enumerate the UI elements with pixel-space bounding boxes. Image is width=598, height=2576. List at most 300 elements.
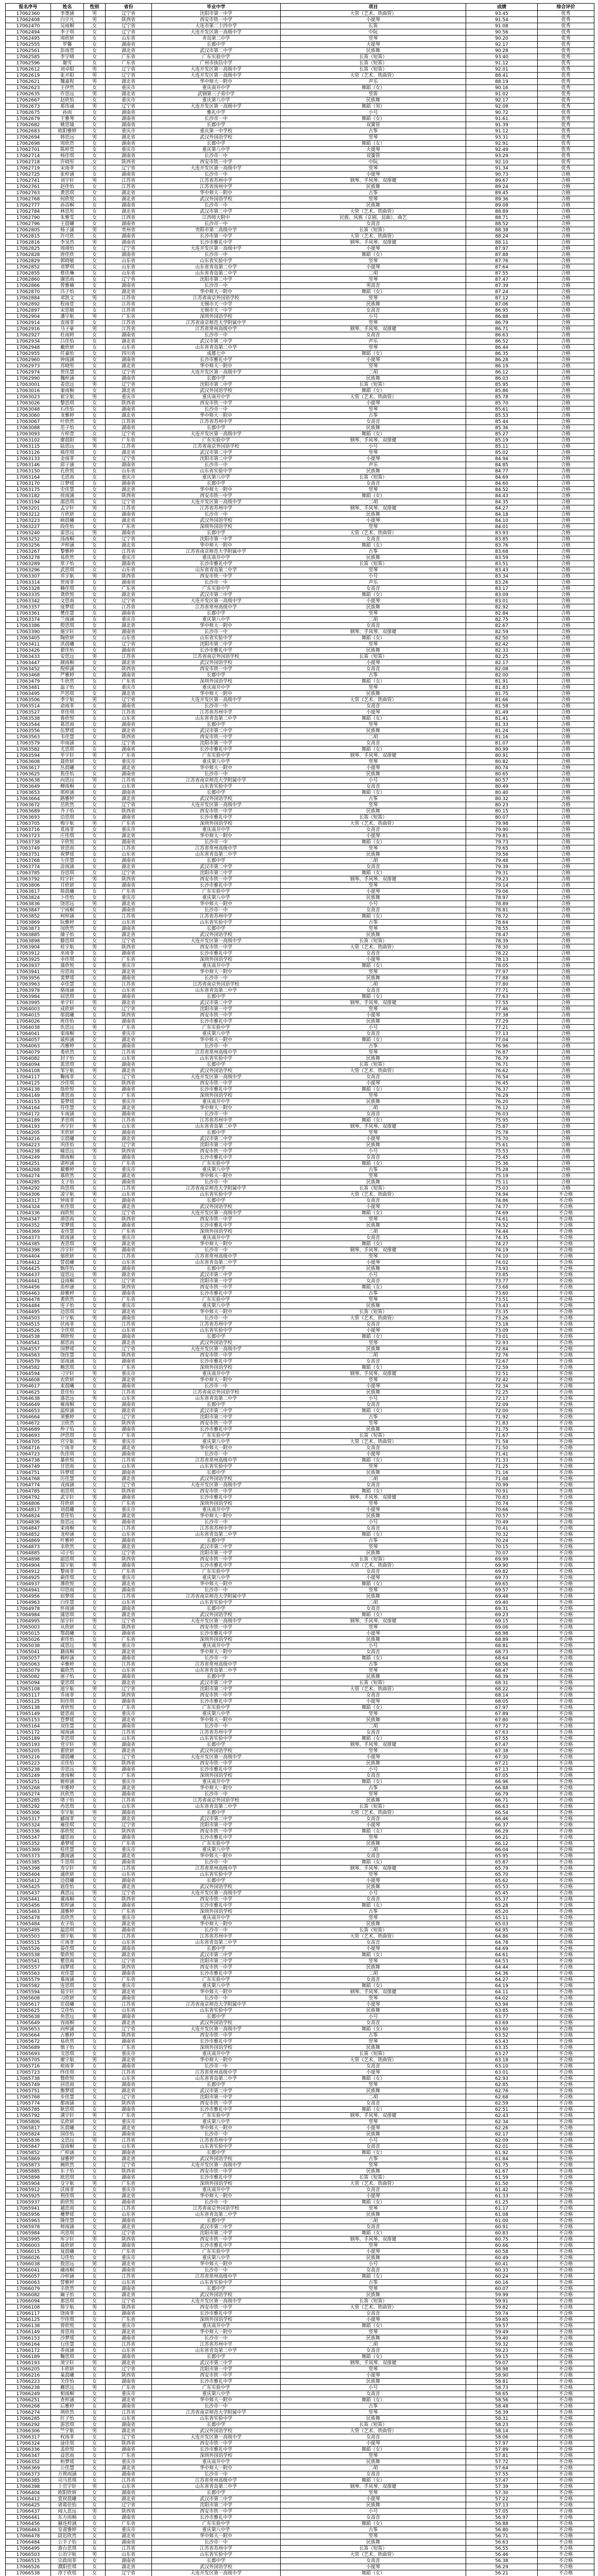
cell-evaluation: 合格 xyxy=(538,821,594,827)
cell-score: 65.11 xyxy=(466,1915,538,1921)
table-row xyxy=(6,1130,594,1136)
cell-evaluation: 合格 xyxy=(538,592,594,598)
cell-province: 江苏省 xyxy=(106,709,152,716)
table-row xyxy=(6,1173,594,1179)
cell-province: 湖南省 xyxy=(106,771,152,777)
cell-province: 重庆市 xyxy=(106,895,152,901)
cell-name: 盖欣悦 xyxy=(51,2447,84,2453)
cell-project: 舞蹈（女） xyxy=(281,963,466,969)
cell-project: 小号 xyxy=(281,1890,466,1896)
cell-score: 92.49 xyxy=(466,147,538,153)
cell-province: 湖北省 xyxy=(106,1309,152,1315)
cell-province: 湖南省 xyxy=(106,1723,152,1730)
cell-id: 17062777 xyxy=(6,202,51,209)
cell-evaluation: 不合格 xyxy=(538,1414,594,1420)
cell-province: 湖南省 xyxy=(106,2199,152,2206)
cell-project: 民族舞 xyxy=(281,1841,466,1847)
cell-province: 湖南省 xyxy=(106,2063,152,2070)
cell-province: 重庆市 xyxy=(106,963,152,969)
cell-project: 女高音 xyxy=(281,1445,466,1451)
cell-gender: 男 xyxy=(84,2484,106,2490)
cell-gender: 女 xyxy=(84,202,106,209)
cell-name: 沙佳琪 xyxy=(51,1080,84,1087)
cell-school: 江苏省南京外国语学校 xyxy=(152,654,281,660)
table-row xyxy=(6,1971,594,1977)
cell-province: 陕西省 xyxy=(106,159,152,165)
cell-gender: 女 xyxy=(84,1087,106,1093)
cell-evaluation: 优秀 xyxy=(538,42,594,48)
cell-province: 湖南省 xyxy=(106,2082,152,2088)
cell-school: 武汉外国语学校 xyxy=(152,388,281,394)
cell-gender: 女 xyxy=(84,1507,106,1513)
cell-id: 17065824 xyxy=(6,2131,51,2138)
cell-province: 湖南省 xyxy=(106,858,152,864)
cell-province: 陕西省 xyxy=(106,1692,152,1699)
cell-evaluation: 不合格 xyxy=(538,2428,594,2434)
cell-id: 17065398 xyxy=(6,1866,51,1872)
cell-evaluation: 不合格 xyxy=(538,1649,594,1655)
cell-id: 17065463 xyxy=(6,1909,51,1915)
cell-score: 81.24 xyxy=(466,728,538,734)
cell-name: 公佳慧 xyxy=(51,2465,84,2471)
cell-evaluation: 不合格 xyxy=(538,2113,594,2119)
table-row xyxy=(6,1526,594,1532)
cell-id: 17066216 xyxy=(6,2372,51,2379)
cell-name: 赫连梓涵 xyxy=(51,2521,84,2527)
cell-name: 都雨涵 xyxy=(51,2100,84,2107)
cell-school: 山东省青岛第二中学 xyxy=(152,1260,281,1266)
cell-project: 舞蹈（女） xyxy=(281,1241,466,1247)
cell-project: 小提琴 xyxy=(281,1204,466,1210)
cell-province: 辽宁省 xyxy=(106,1550,152,1556)
cell-score: 64.53 xyxy=(466,1958,538,1964)
cell-id: 17066189 xyxy=(6,2354,51,2360)
table-row xyxy=(6,2527,594,2533)
cell-id: 17062866 xyxy=(6,283,51,289)
cell-province: 江苏省 xyxy=(106,2206,152,2212)
cell-gender: 女 xyxy=(84,1748,106,1754)
cell-province: 山东省 xyxy=(106,1532,152,1538)
cell-province: 广东省 xyxy=(106,753,152,759)
cell-score: 79.39 xyxy=(466,864,538,870)
cell-name: 茅思琪 xyxy=(51,1117,84,1124)
cell-province: 湖北省 xyxy=(106,48,152,54)
cell-school: 广东实验中学 xyxy=(152,2385,281,2391)
cell-evaluation: 合格 xyxy=(538,326,594,332)
cell-project: 竖琴 xyxy=(281,196,466,202)
cell-evaluation: 不合格 xyxy=(538,1563,594,1569)
table-row xyxy=(6,2304,594,2311)
table-row xyxy=(6,23,594,29)
cell-school: 华中师大一附中 xyxy=(152,623,281,629)
cell-school: 山东省实验中学 xyxy=(152,2280,281,2286)
cell-gender: 男 xyxy=(84,629,106,635)
table-row xyxy=(6,1977,594,1983)
cell-id: 17064425 xyxy=(6,1266,51,1272)
cell-score: 86.52 xyxy=(466,338,538,345)
cell-id: 17063751 xyxy=(6,852,51,858)
cell-score: 90.73 xyxy=(466,172,538,178)
cell-school: 江苏省苏州中学 xyxy=(152,1321,281,1328)
cell-score: 69.06 xyxy=(466,1624,538,1631)
cell-gender: 女 xyxy=(84,951,106,957)
cell-id: 17064172 xyxy=(6,1111,51,1117)
cell-score: 93.45 xyxy=(466,11,538,17)
cell-province: 湖南省 xyxy=(106,2039,152,2045)
cell-province: 陕西省 xyxy=(106,2100,152,2107)
table-row xyxy=(6,1878,594,1884)
table-row xyxy=(6,1068,594,1074)
cell-id: 17066038 xyxy=(6,2261,51,2267)
cell-project: 长笛（短笛） xyxy=(281,2175,466,2181)
cell-province: 江苏省 xyxy=(106,2342,152,2348)
cell-score: 74.86 xyxy=(466,1198,538,1204)
cell-evaluation: 合格 xyxy=(538,462,594,468)
cell-score: 73.26 xyxy=(466,1315,538,1321)
cell-gender: 女 xyxy=(84,493,106,499)
cell-score: 89.45 xyxy=(466,190,538,196)
cell-evaluation: 合格 xyxy=(538,351,594,357)
cell-name: 曾欣悦 xyxy=(51,2323,84,2329)
cell-name: 唐佳欣 xyxy=(51,252,84,258)
cell-school: 重庆第八中学 xyxy=(152,2391,281,2397)
cell-name: 党宇轩 xyxy=(51,1742,84,1748)
cell-province: 辽宁省 xyxy=(106,870,152,876)
cell-province: 湖南省 xyxy=(106,1155,152,1161)
cell-school: 江苏省常州高级中学 xyxy=(152,1458,281,1464)
cell-gender: 女 xyxy=(84,419,106,425)
cell-province: 湖南省 xyxy=(106,883,152,889)
table-row xyxy=(6,2094,594,2100)
cell-gender: 女 xyxy=(84,1550,106,1556)
table-row xyxy=(6,1291,594,1297)
cell-school: 长郡中学 xyxy=(152,2082,281,2088)
cell-name: 祝梦瑶 xyxy=(51,852,84,858)
cell-project: 长笛（短笛） xyxy=(281,1433,466,1439)
cell-school: 西安市铁一中学 xyxy=(152,2236,281,2243)
cell-school: 沈阳市第二中学 xyxy=(152,1686,281,1692)
cell-project: 民族舞 xyxy=(281,184,466,190)
cell-province: 湖南省 xyxy=(106,1179,152,1185)
cell-name: 阴佳琪 xyxy=(51,1699,84,1705)
cell-gender: 女 xyxy=(84,883,106,889)
table-row xyxy=(6,672,594,679)
cell-project: 古筝 xyxy=(281,2527,466,2533)
cell-gender: 女 xyxy=(84,1964,106,1971)
cell-project: 钢琴、手风琴、双排键 xyxy=(281,505,466,512)
cell-evaluation: 合格 xyxy=(538,944,594,951)
cell-school: 长郡中学 xyxy=(152,122,281,128)
cell-name: 骆雨涵 xyxy=(51,988,84,994)
cell-province: 辽宁省 xyxy=(106,1074,152,1080)
cell-id: 17064149 xyxy=(6,1093,51,1099)
table-row xyxy=(6,1451,594,1458)
cell-project: 古筝 xyxy=(281,2403,466,2410)
cell-evaluation: 不合格 xyxy=(538,1519,594,1526)
cell-school: 华中师大一附中 xyxy=(152,2397,281,2403)
table-row xyxy=(6,1587,594,1594)
table-row xyxy=(6,1643,594,1649)
cell-province: 湖南省 xyxy=(106,2558,152,2564)
table-row xyxy=(6,60,594,66)
cell-province: 辽宁省 xyxy=(106,382,152,388)
cell-school: 深圳外国语学校 xyxy=(152,957,281,963)
cell-name: 夏侯晨曦 xyxy=(51,2496,84,2502)
cell-evaluation: 合格 xyxy=(538,530,594,536)
table-row xyxy=(6,2552,594,2558)
cell-evaluation: 不合格 xyxy=(538,1247,594,1253)
cell-score: 83.17 xyxy=(466,586,538,592)
cell-project: 竖琴 xyxy=(281,2039,466,2045)
cell-name: 沿思琪 xyxy=(51,815,84,821)
cell-name: 阙欣然 xyxy=(51,2162,84,2168)
cell-id: 17064716 xyxy=(6,1445,51,1451)
cell-id: 17064164 xyxy=(6,1105,51,1111)
cell-evaluation: 不合格 xyxy=(538,2292,594,2298)
cell-id: 17064385 xyxy=(6,1241,51,1247)
cell-gender: 男 xyxy=(84,1439,106,1445)
cell-gender: 男 xyxy=(84,73,106,79)
cell-score: 64.02 xyxy=(466,1995,538,2002)
cell-id: 17064015 xyxy=(6,1012,51,1019)
table-row xyxy=(6,1216,594,1223)
cell-school: 长郡中学 xyxy=(152,1878,281,1884)
cell-school: 长沙市雅礼中学 xyxy=(152,1155,281,1161)
cell-score: 91.54 xyxy=(466,17,538,23)
cell-project: 竖琴 xyxy=(281,611,466,617)
cell-score: 57.47 xyxy=(466,2478,538,2484)
cell-evaluation: 合格 xyxy=(538,444,594,450)
cell-gender: 女 xyxy=(84,42,106,48)
cell-province: 湖南省 xyxy=(106,747,152,753)
cell-school: 江苏省南京师范大学附属中学 xyxy=(152,549,281,555)
cell-province: 湖北省 xyxy=(106,1272,152,1278)
cell-project: 民族舞 xyxy=(281,1142,466,1148)
cell-evaluation: 合格 xyxy=(538,1173,594,1179)
table-row xyxy=(6,2416,594,2422)
cell-name: 饶佳慧 xyxy=(51,1352,84,1359)
cell-project: 女高音 xyxy=(281,2100,466,2107)
cell-gender: 女 xyxy=(84,1872,106,1878)
cell-school: 华中师大一附中 xyxy=(152,1581,281,1587)
cell-gender: 女 xyxy=(84,1470,106,1476)
table-row xyxy=(6,1037,594,1043)
cell-id: 17065912 xyxy=(6,2187,51,2193)
cell-score: 65.95 xyxy=(466,1853,538,1859)
cell-id: 17064817 xyxy=(6,1507,51,1513)
header-gender: 性别 xyxy=(84,4,106,11)
cell-school: 无锡市天一中学 xyxy=(152,301,281,308)
table-row xyxy=(6,623,594,629)
cell-id: 17065057 xyxy=(6,1655,51,1662)
cell-score: 87.88 xyxy=(466,252,538,258)
cell-evaluation: 不合格 xyxy=(538,2366,594,2372)
cell-province: 重庆市 xyxy=(106,1099,152,1105)
cell-project: 竖琴 xyxy=(281,345,466,351)
cell-score: 76.87 xyxy=(466,1049,538,1056)
cell-gender: 男 xyxy=(84,1025,106,1031)
table-row xyxy=(6,2280,594,2286)
table-row xyxy=(6,1111,594,1117)
cell-project: 女高音 xyxy=(281,2144,466,2150)
cell-province: 湖南省 xyxy=(106,2107,152,2113)
cell-name: 计宇航 xyxy=(51,1315,84,1321)
cell-evaluation: 不合格 xyxy=(538,1674,594,1680)
cell-id: 17066153 xyxy=(6,2335,51,2342)
cell-evaluation: 不合格 xyxy=(538,2317,594,2323)
cell-province: 陕西省 xyxy=(106,666,152,672)
cell-id: 17065904 xyxy=(6,2181,51,2187)
cell-score: 57.97 xyxy=(466,2441,538,2447)
cell-name: 李昊然 xyxy=(51,240,84,246)
cell-name: 陈梓萱 xyxy=(51,147,84,153)
cell-school: 长沙市一中 xyxy=(152,839,281,845)
cell-evaluation: 不合格 xyxy=(538,2385,594,2391)
cell-school: 长沙市一中 xyxy=(152,1519,281,1526)
cell-id: 17064898 xyxy=(6,1556,51,1563)
cell-project: 小提琴 xyxy=(281,1754,466,1760)
cell-name: 巫雨菲 xyxy=(51,951,84,957)
table-row xyxy=(6,1952,594,1958)
cell-id: 17063617 xyxy=(6,765,51,771)
cell-name: 相雨桐 xyxy=(51,2391,84,2397)
cell-province: 湖北省 xyxy=(106,1136,152,1142)
cell-project: 古筝 xyxy=(281,1167,466,1173)
cell-gender: 女 xyxy=(84,2280,106,2286)
cell-name: 赖梓涵 xyxy=(51,1655,84,1662)
cell-score: 61.00 xyxy=(466,2218,538,2224)
cell-score: 69.57 xyxy=(466,1587,538,1594)
cell-project: 二胡 xyxy=(281,2094,466,2100)
cell-gender: 女 xyxy=(84,2348,106,2354)
cell-province: 湖南省 xyxy=(106,2447,152,2453)
cell-province: 广东省 xyxy=(106,586,152,592)
cell-project: 小提琴 xyxy=(281,2193,466,2199)
cell-project: 舞蹈（女） xyxy=(281,289,466,295)
cell-evaluation: 合格 xyxy=(538,524,594,530)
cell-project: 舞蹈（女） xyxy=(281,431,466,437)
cell-score: 58.90 xyxy=(466,2372,538,2379)
table-row xyxy=(6,29,594,36)
cell-school: 华中师大一附中 xyxy=(152,1717,281,1723)
cell-id: 17065306 xyxy=(6,1810,51,1816)
table-row xyxy=(6,493,594,499)
cell-province: 陕西省 xyxy=(106,1080,152,1087)
cell-gender: 男 xyxy=(84,2236,106,2243)
cell-project: 大管（艺术、铁曲管） xyxy=(281,11,466,17)
cell-name: 龙梓涵 xyxy=(51,1532,84,1538)
cell-name: 荆欣然 xyxy=(51,2410,84,2416)
cell-province: 湖南省 xyxy=(106,926,152,932)
cell-school: 长沙市雅礼中学 xyxy=(152,1835,281,1841)
cell-school: 西安市铁一中学 xyxy=(152,1420,281,1427)
cell-province: 湖北省 xyxy=(106,91,152,97)
cell-score: 62.26 xyxy=(466,2125,538,2131)
cell-score: 81.49 xyxy=(466,709,538,716)
cell-name: 关佳怡 xyxy=(51,2379,84,2385)
cell-name: 叶欣然 xyxy=(51,419,84,425)
cell-gender: 女 xyxy=(84,1080,106,1087)
cell-gender: 女 xyxy=(84,1476,106,1482)
cell-gender: 女 xyxy=(84,332,106,338)
cell-project: 女高音 xyxy=(281,221,466,227)
cell-name: 东子怡 xyxy=(51,2168,84,2175)
cell-project: 小提琴 xyxy=(281,2125,466,2131)
cell-gender: 女 xyxy=(84,1692,106,1699)
cell-gender: 女 xyxy=(84,1859,106,1866)
cell-province: 重庆市 xyxy=(106,1983,152,1989)
cell-school: 华中师大一附中 xyxy=(152,289,281,295)
cell-name: 滑思雨 xyxy=(51,1216,84,1223)
cell-gender: 男 xyxy=(84,1563,106,1569)
cell-name: 何欣悦 xyxy=(51,196,84,202)
cell-school: 沈阳市第二中学 xyxy=(152,2230,281,2236)
cell-name: 扈佳怡 xyxy=(51,1884,84,1890)
table-row xyxy=(6,332,594,338)
cell-gender: 女 xyxy=(84,2354,106,2360)
cell-school: 深圳外国语学校 xyxy=(152,1773,281,1779)
cell-evaluation: 不合格 xyxy=(538,2397,594,2403)
cell-evaluation: 不合格 xyxy=(538,1587,594,1594)
table-row xyxy=(6,1612,594,1618)
table-row xyxy=(6,530,594,536)
cell-name: 池宇航 xyxy=(51,1686,84,1692)
cell-id: 17062974 xyxy=(6,369,51,376)
cell-school: 广东实验中学 xyxy=(152,1705,281,1711)
cell-score: 89.24 xyxy=(466,184,538,190)
cell-id: 17064904 xyxy=(6,1563,51,1569)
cell-gender: 男 xyxy=(84,2509,106,2515)
cell-school: 江苏省苏州中学 xyxy=(152,419,281,425)
cell-id: 17063806 xyxy=(6,883,51,889)
cell-name: 璩思雨 xyxy=(51,1835,84,1841)
cell-evaluation: 合格 xyxy=(538,913,594,920)
cell-evaluation: 合格 xyxy=(538,926,594,932)
cell-project: 小提琴 xyxy=(281,1631,466,1637)
cell-school: 江苏省南京外国语学校 xyxy=(152,444,281,450)
cell-province: 湖南省 xyxy=(106,481,152,487)
cell-score: 79.65 xyxy=(466,845,538,852)
cell-gender: 女 xyxy=(84,858,106,864)
cell-name: 王雅琴 xyxy=(51,116,84,122)
cell-project: 长笛（短笛） xyxy=(281,1185,466,1192)
cell-project: 舞蹈（女） xyxy=(281,1612,466,1618)
cell-name: 史佳慧 xyxy=(51,487,84,493)
cell-province: 江苏省 xyxy=(106,2274,152,2280)
cell-province: 湖北省 xyxy=(106,1952,152,1958)
table-row xyxy=(6,48,594,54)
cell-province: 重庆市 xyxy=(106,2459,152,2465)
cell-evaluation: 不合格 xyxy=(538,1383,594,1389)
table-row xyxy=(6,437,594,444)
cell-score: 83.43 xyxy=(466,567,538,573)
cell-province: 广东省 xyxy=(106,679,152,685)
cell-id: 17065369 xyxy=(6,1847,51,1853)
cell-gender: 女 xyxy=(84,691,106,697)
cell-school: 深圳外国语学校 xyxy=(152,1909,281,1915)
cell-name: 詹思远 xyxy=(51,1519,84,1526)
cell-gender: 女 xyxy=(84,2366,106,2372)
cell-evaluation: 不合格 xyxy=(538,2032,594,2039)
cell-project: 小提琴 xyxy=(281,1260,466,1266)
cell-gender: 女 xyxy=(84,1544,106,1550)
cell-evaluation: 不合格 xyxy=(538,1575,594,1581)
cell-id: 17064995 xyxy=(6,1618,51,1624)
cell-name: 卓雅婷 xyxy=(51,1662,84,1668)
cell-project: 竖琴 xyxy=(281,802,466,808)
table-row xyxy=(6,889,594,895)
cell-name: 桑梦瑶 xyxy=(51,1841,84,1847)
